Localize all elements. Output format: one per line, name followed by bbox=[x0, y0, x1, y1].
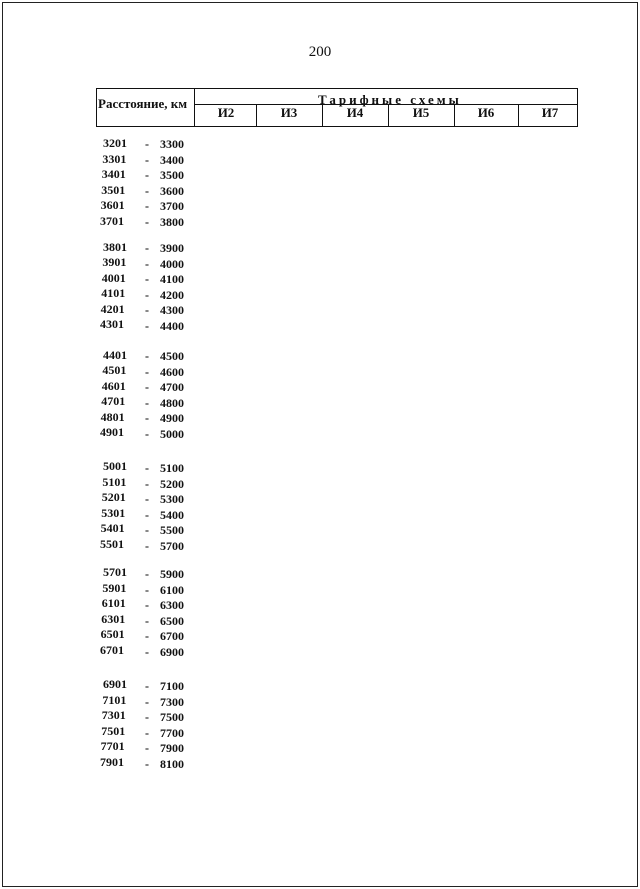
header-top-line bbox=[96, 88, 578, 89]
scheme-header-i5: И5 bbox=[412, 105, 430, 120]
distance-to: 4500 bbox=[160, 349, 184, 363]
range-dash: - bbox=[145, 538, 149, 553]
distance-to: 5300 bbox=[160, 492, 184, 506]
distance-to: 4600 bbox=[160, 364, 184, 379]
range-dash: - bbox=[145, 710, 149, 724]
distance-to: 4700 bbox=[160, 380, 184, 394]
distance-from: 4201 bbox=[100, 301, 125, 316]
distance-to: 4300 bbox=[160, 303, 184, 317]
range-dash: - bbox=[145, 199, 149, 213]
range-dash: - bbox=[145, 272, 149, 286]
range-dash: - bbox=[145, 256, 149, 271]
range-dash: - bbox=[145, 507, 149, 522]
distance-from: 5101 bbox=[102, 474, 127, 489]
range-dash: - bbox=[145, 349, 149, 363]
distance-to: 5100 bbox=[160, 461, 184, 475]
distance-from: 3701 bbox=[100, 213, 124, 228]
range-dash: - bbox=[145, 679, 149, 693]
scheme-header-i4: И4 bbox=[346, 105, 364, 120]
distance-to: 4400 bbox=[160, 318, 184, 333]
distance-to: 5900 bbox=[160, 567, 184, 581]
distance-from: 5901 bbox=[102, 580, 127, 595]
distance-to: 3400 bbox=[160, 152, 184, 167]
header-bottom-line bbox=[96, 126, 578, 127]
distance-to: 7700 bbox=[160, 725, 184, 740]
distance-from: 3401 bbox=[101, 167, 126, 181]
distance-from: 6901 bbox=[103, 677, 127, 691]
range-dash: - bbox=[145, 426, 149, 441]
distance-to: 4200 bbox=[160, 287, 184, 302]
distance-to: 4900 bbox=[160, 411, 184, 425]
distance-from: 7701 bbox=[100, 739, 125, 753]
distance-from: 4901 bbox=[100, 425, 124, 440]
distance-from: 5501 bbox=[100, 536, 124, 551]
distance-from: 4301 bbox=[100, 317, 124, 332]
distance-from: 5401 bbox=[100, 521, 125, 536]
page-number: 200 bbox=[308, 44, 332, 60]
distance-from: 3201 bbox=[103, 136, 127, 150]
range-dash: - bbox=[145, 644, 149, 659]
distance-to: 6100 bbox=[160, 582, 184, 597]
range-dash: - bbox=[145, 395, 149, 410]
range-dash: - bbox=[145, 411, 149, 425]
distance-from: 7101 bbox=[102, 692, 127, 707]
distance-from: 3501 bbox=[101, 182, 126, 197]
range-dash: - bbox=[145, 523, 149, 537]
distance-to: 5400 bbox=[160, 507, 184, 522]
range-dash: - bbox=[145, 318, 149, 333]
distance-column-header: Расстояние, км bbox=[98, 96, 188, 111]
range-dash: - bbox=[145, 694, 149, 709]
range-dash: - bbox=[145, 303, 149, 317]
range-dash: - bbox=[145, 461, 149, 475]
distance-from: 4501 bbox=[102, 363, 127, 378]
range-dash: - bbox=[145, 492, 149, 506]
range-dash: - bbox=[145, 741, 149, 755]
page-border bbox=[2, 2, 638, 887]
distance-to: 4100 bbox=[160, 272, 184, 286]
distance-to: 7500 bbox=[160, 710, 184, 724]
range-dash: - bbox=[145, 756, 149, 771]
range-dash: - bbox=[145, 364, 149, 379]
range-dash: - bbox=[145, 380, 149, 394]
distance-to: 4000 bbox=[160, 256, 184, 271]
distance-to: 3900 bbox=[160, 241, 184, 255]
distance-from: 7501 bbox=[101, 723, 126, 738]
distance-to: 3600 bbox=[160, 183, 184, 198]
distance-from: 3601 bbox=[100, 198, 125, 212]
distance-to: 3700 bbox=[160, 199, 184, 213]
range-dash: - bbox=[145, 725, 149, 740]
range-dash: - bbox=[145, 598, 149, 612]
distance-to: 4800 bbox=[160, 395, 184, 410]
distance-from: 7901 bbox=[100, 754, 124, 769]
distance-from: 5001 bbox=[103, 459, 127, 474]
distance-to: 8100 bbox=[160, 756, 184, 771]
range-dash: - bbox=[145, 137, 149, 151]
scheme-header-i3: И3 bbox=[280, 105, 298, 120]
distance-from: 3301 bbox=[102, 151, 127, 166]
distance-from: 5701 bbox=[103, 565, 127, 580]
distance-from: 6101 bbox=[101, 596, 126, 611]
range-dash: - bbox=[145, 214, 149, 229]
distance-from: 4101 bbox=[101, 286, 126, 301]
distance-from: 4701 bbox=[101, 394, 126, 409]
distance-from: 3901 bbox=[102, 255, 127, 270]
range-dash: - bbox=[145, 241, 149, 255]
range-dash: - bbox=[145, 629, 149, 643]
distance-from: 4401 bbox=[103, 347, 127, 362]
distance-from: 5201 bbox=[101, 490, 126, 505]
distance-to: 5200 bbox=[160, 476, 184, 491]
tariff-schemes-header: Тарифные схемы bbox=[318, 92, 462, 107]
range-dash: - bbox=[145, 476, 149, 491]
distance-to: 3800 bbox=[160, 214, 184, 229]
distance-to: 6700 bbox=[160, 629, 184, 643]
distance-to: 6300 bbox=[160, 598, 184, 612]
distance-from: 5301 bbox=[101, 505, 126, 520]
range-dash: - bbox=[145, 582, 149, 597]
range-dash: - bbox=[145, 287, 149, 302]
distance-to: 7900 bbox=[160, 741, 184, 755]
distance-from: 4001 bbox=[101, 270, 126, 285]
distance-from: 6501 bbox=[100, 627, 125, 642]
scheme-divider bbox=[518, 104, 519, 127]
header-distance-divider bbox=[194, 88, 195, 127]
range-dash: - bbox=[145, 168, 149, 182]
distance-to: 3500 bbox=[160, 168, 184, 182]
range-dash: - bbox=[145, 152, 149, 167]
distance-to: 7100 bbox=[160, 679, 184, 693]
scheme-header-i6: И6 bbox=[477, 105, 495, 120]
range-dash: - bbox=[145, 183, 149, 198]
distance-to: 5700 bbox=[160, 538, 184, 553]
distance-to: 5000 bbox=[160, 426, 184, 441]
scheme-divider bbox=[256, 104, 257, 127]
distance-from: 4801 bbox=[100, 409, 125, 424]
distance-from: 3801 bbox=[103, 239, 127, 254]
distance-to: 3300 bbox=[160, 137, 184, 151]
distance-from: 6701 bbox=[100, 642, 124, 657]
distance-to: 6900 bbox=[160, 644, 184, 659]
distance-from: 7301 bbox=[101, 708, 126, 722]
header-left-line bbox=[96, 88, 97, 127]
range-dash: - bbox=[145, 567, 149, 581]
distance-to: 5500 bbox=[160, 523, 184, 537]
scheme-header-i7: И7 bbox=[541, 105, 559, 120]
range-dash: - bbox=[145, 613, 149, 628]
distance-to: 7300 bbox=[160, 694, 184, 709]
distance-from: 6301 bbox=[101, 611, 126, 626]
scheme-header-i2: И2 bbox=[217, 105, 235, 120]
distance-to: 6500 bbox=[160, 613, 184, 628]
distance-from: 4601 bbox=[101, 378, 126, 393]
